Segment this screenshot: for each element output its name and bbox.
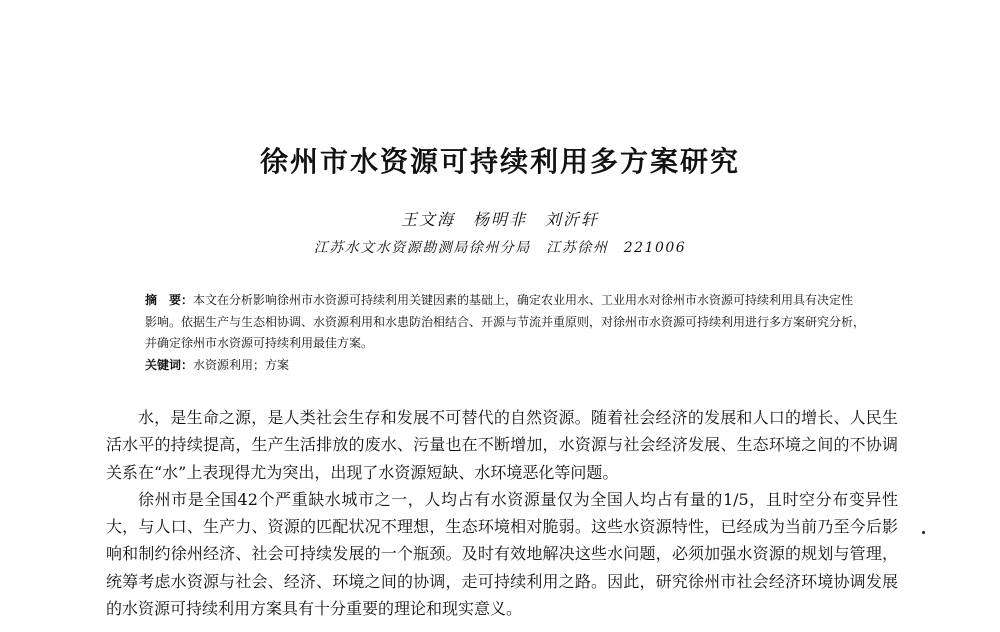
keywords-block <box>145 355 865 377</box>
body-paragraph-1: 水，是生命之源，是人类社会生存和发展不可替代的自然资源。随着社会经济的发展和人口的增长、人民生活水平的持续提高，生产生活排放的废水、污量也在不断增加，水资源与社会经济发展、生态环境之间的不协调关系在“水”上表现得尤为突出，出现了水资源短缺、水环境恶化等问题。 <box>106 408 898 482</box>
keywords-label: 关键词： <box>145 358 194 372</box>
keywords-text: 水资源利用；方案 <box>193 358 290 372</box>
abstract-label: 摘 要： <box>145 293 194 307</box>
author-list: 王文海 杨明非 刘沂轩 <box>400 210 599 229</box>
body-paragraph-2: 徐州市是全国42个严重缺水城市之一，人均占有水资源量仅为全国人均占有量的1/5，且时空分布变异性大，与人口、生产力、资源的匹配状况不理想，生态环境相对脆弱。这些水资源特性，已经成为当前乃至今后影响和制约徐州经济、社会可持续发展的一个瓶颈。及时有效地解决这些水问题，必须加强水资源的规划与管理，统筹考虑水资源与社会、经济、环境之间的协调，走可持续利用之路。因此，研究徐州市社会经济环境协调发展的水资源可持续利用方案具有十分重要的理论和现实意义。 <box>106 489 898 619</box>
abstract-block <box>145 290 865 355</box>
scan-speck <box>922 531 925 534</box>
paper-title: 徐州市水资源可持续利用多方案研究 <box>259 145 740 178</box>
author-affiliation: 江苏水文水资源勘测局徐州分局 江苏徐州 221006 <box>313 240 687 256</box>
abstract-text: 本文在分析影响徐州市水资源可持续利用关键因素的基础上，确定农业用水、工业用水对徐州市水资源可持续利用具有决定性影响。依据生产与生态相协调、水资源利用和水患防治相结合、开源与节流并重原则，对徐州市水资源可持续利用进行多方案研究分析，并确定徐州市水资源可持续利用最佳方案。 <box>145 293 866 350</box>
body-text <box>106 404 898 622</box>
